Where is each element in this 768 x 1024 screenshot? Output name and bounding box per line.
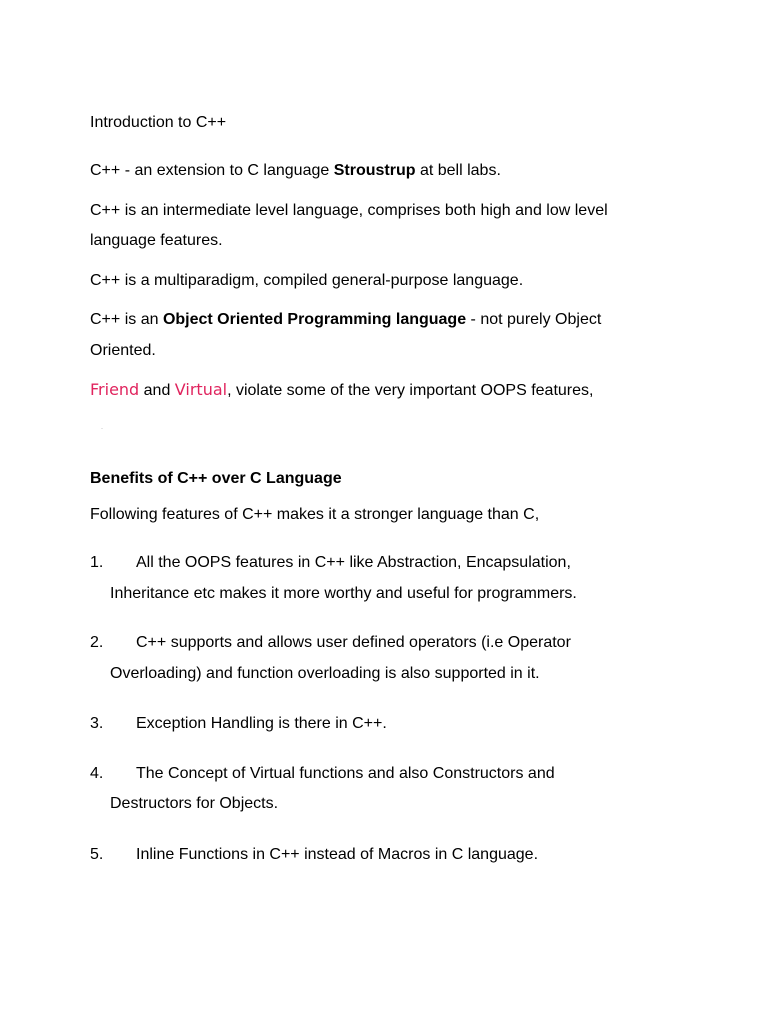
list-item-text: All the OOPS features in C++ like Abstraction, Encapsulation, xyxy=(136,554,571,571)
virtual-keyword: Virtual xyxy=(174,380,228,399)
list-item-number: 3. xyxy=(90,715,104,732)
page-title: Introduction to C++ xyxy=(90,114,227,131)
list-item-text: The Concept of Virtual functions and also Constructors and xyxy=(136,765,555,782)
list-item-continuation: Overloading) and function overloading is also supported in it. xyxy=(110,665,540,682)
intro-line-2-cont: language features. xyxy=(90,232,223,249)
list-item-text: Inline Functions in C++ instead of Macros in C language. xyxy=(136,846,539,863)
intro-line-2: C++ is an intermediate level language, comprises both high and low level xyxy=(90,202,608,219)
intro-line-1-a: C++ - an extension to C language xyxy=(90,162,334,179)
friend-keyword: Friend xyxy=(90,380,140,399)
intro-line-4 xyxy=(90,310,601,330)
intro-line-5-rest: , violate some of the very important OOPS features, xyxy=(227,382,594,399)
intro-line-4-cont: Oriented. xyxy=(90,342,156,359)
list-item-number: 1. xyxy=(90,554,104,571)
intro-line-5-and: and xyxy=(139,382,175,399)
list-item-number: 5. xyxy=(90,846,104,863)
stroustrup-text: Stroustrup xyxy=(333,162,416,179)
intro-line-3: C++ is a multiparadigm, compiled general-purpose language. xyxy=(90,272,524,289)
list-item-continuation: Destructors for Objects. xyxy=(110,795,279,812)
intro-line-1 xyxy=(90,161,501,181)
benefits-heading: Benefits of C++ over C Language xyxy=(90,470,342,487)
list-item-continuation: Inheritance etc makes it more worthy and useful for programmers. xyxy=(110,585,577,602)
intro-line-4-c: - not purely Object xyxy=(466,311,602,328)
list-item-text: C++ supports and allows user defined operators (i.e Operator xyxy=(136,634,571,651)
oop-language-text: Object Oriented Programming language xyxy=(162,311,467,328)
list-item-number: 4. xyxy=(90,765,104,782)
benefits-lead: Following features of C++ makes it a stronger language than C, xyxy=(90,506,540,523)
intro-line-5 xyxy=(90,380,593,401)
intro-line-4-a: C++ is an xyxy=(90,311,163,328)
intro-line-1-c: at bell labs. xyxy=(415,162,501,179)
list-item-text: Exception Handling is there in C++. xyxy=(136,715,387,732)
stray-mark xyxy=(101,428,103,429)
list-item-number: 2. xyxy=(90,634,104,651)
